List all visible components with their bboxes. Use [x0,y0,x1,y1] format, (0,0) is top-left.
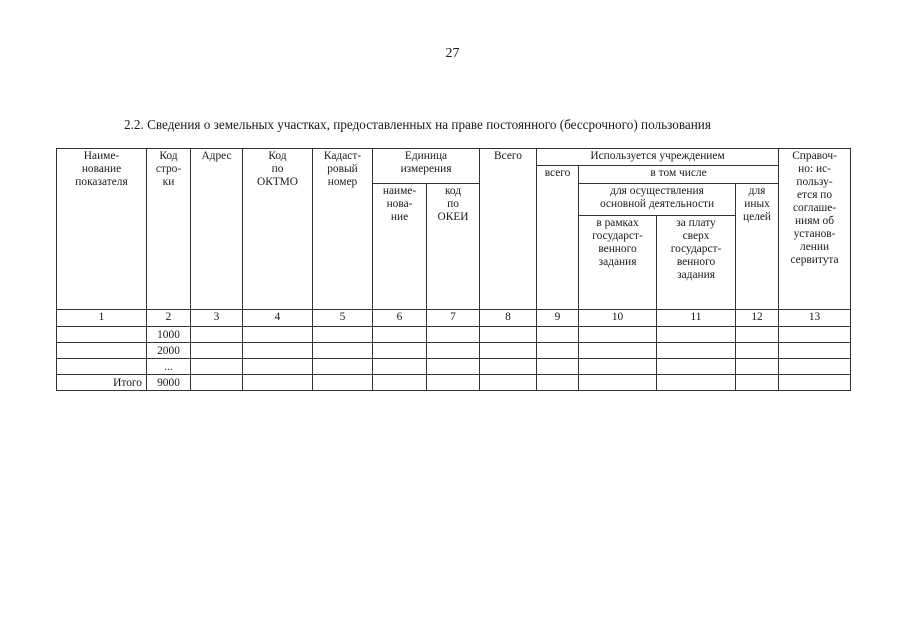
column-number-4: 4 [243,310,313,327]
empty-cell [373,327,427,343]
empty-cell [313,359,373,375]
column-number-11: 11 [657,310,736,327]
column-number-2: 2 [147,310,191,327]
empty-cell [480,375,537,391]
empty-cell [537,375,579,391]
empty-cell [191,343,243,359]
row-code: 1000 [147,327,191,343]
empty-cell [579,327,657,343]
row-code: ... [147,359,191,375]
column-number-7: 7 [427,310,480,327]
column-number-12: 12 [736,310,779,327]
empty-cell [243,343,313,359]
column-number-8: 8 [480,310,537,327]
row-code: 2000 [147,343,191,359]
empty-cell [313,375,373,391]
header-reference: Справоч- но: ис- пользу- ется по соглаше- ниям об установ- лении сервитута [779,149,851,310]
header-state-task: в рамках государст- венного задания [579,216,657,310]
header-name: Наиме- нование показателя [57,149,147,310]
table-row [57,359,851,375]
empty-cell [191,327,243,343]
page-number: 27 [445,46,460,61]
empty-cell [373,343,427,359]
empty-cell [191,359,243,375]
header-total: Всего [480,149,537,310]
empty-cell [779,343,851,359]
empty-cell [579,343,657,359]
empty-cell [736,359,779,375]
header-row-code: Код стро- ки [147,149,191,310]
empty-cell [480,343,537,359]
empty-cell [427,327,480,343]
empty-cell [313,343,373,359]
empty-cell [480,359,537,375]
header-including: в том числе [579,166,779,184]
empty-cell [373,359,427,375]
header-unit-code: код по ОКЕИ [427,184,480,310]
column-number-1: 1 [57,310,147,327]
header-oktmo: Код по ОКТМО [243,149,313,310]
empty-cell [243,359,313,375]
column-number-10: 10 [579,310,657,327]
empty-cell [657,327,736,343]
empty-cell [779,327,851,343]
header-unit: Единица измерения [373,149,480,184]
column-numbers-row [57,310,851,327]
empty-cell [736,327,779,343]
column-number-3: 3 [191,310,243,327]
empty-cell [579,359,657,375]
empty-cell [373,375,427,391]
empty-cell [427,343,480,359]
row-name: Итого [57,375,147,391]
row-name [57,359,147,375]
table-row [57,327,851,343]
header-used: Используется учреждением [537,149,779,166]
empty-cell [427,359,480,375]
empty-cell [480,327,537,343]
header-unit-name: наиме- нова- ние [373,184,427,310]
empty-cell [579,375,657,391]
land-plots-table [56,148,851,391]
header-paid: за плату сверх государст- венного задания [657,216,736,310]
empty-cell [427,375,480,391]
table-row [57,375,851,391]
empty-cell [779,375,851,391]
empty-cell [657,343,736,359]
header-used-total: всего [537,166,579,310]
header-main-activity: для осуществления основной деятельности [579,184,736,216]
column-number-13: 13 [779,310,851,327]
table-row [57,343,851,359]
empty-cell [537,359,579,375]
header-address: Адрес [191,149,243,310]
empty-cell [243,327,313,343]
empty-cell [779,359,851,375]
empty-cell [191,375,243,391]
empty-cell [537,343,579,359]
empty-cell [736,343,779,359]
row-name [57,343,147,359]
empty-cell [313,327,373,343]
row-code: 9000 [147,375,191,391]
empty-cell [537,327,579,343]
empty-cell [736,375,779,391]
header-cadastral: Кадаст- ровый номер [313,149,373,310]
header-other: для иных целей [736,184,779,310]
section-title: 2.2. Сведения о земельных участках, предоставленных на праве постоянного (бессрочного) пользования [124,117,711,132]
column-number-6: 6 [373,310,427,327]
column-number-5: 5 [313,310,373,327]
empty-cell [657,375,736,391]
empty-cell [243,375,313,391]
column-number-9: 9 [537,310,579,327]
empty-cell [657,359,736,375]
row-name [57,327,147,343]
